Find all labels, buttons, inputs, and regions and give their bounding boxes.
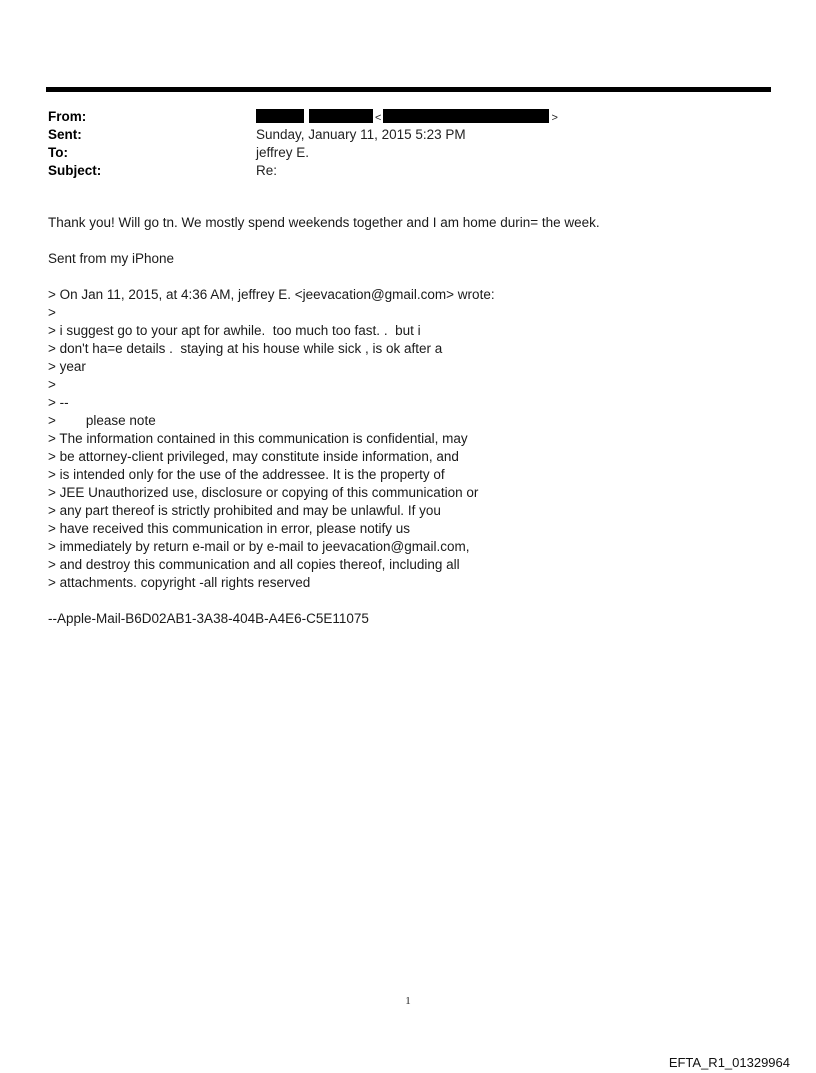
sent-value: Sunday, January 11, 2015 5:23 PM bbox=[256, 127, 466, 142]
from-row bbox=[48, 108, 768, 126]
page-number: 1 bbox=[405, 995, 411, 1007]
quoted-line: > JEE Unauthorized use, disclosure or copying of this communication or bbox=[48, 485, 479, 500]
from-label: From: bbox=[48, 109, 87, 124]
spacer bbox=[48, 232, 768, 250]
quoted-line: > have received this communication in error, please notify us bbox=[48, 521, 411, 536]
redaction-bar bbox=[309, 109, 373, 123]
subject-value: Re: bbox=[256, 163, 278, 178]
quoted-line: > immediately by return e-mail or by e-mail to jeevacation@gmail.com, bbox=[48, 539, 470, 554]
quoted-line: > bbox=[48, 305, 56, 320]
spacer bbox=[48, 592, 768, 610]
mime-boundary: --Apple-Mail-B6D02AB1-3A38-404B-A4E6-C5E11075 bbox=[48, 611, 369, 626]
signature-text: Sent from my iPhone bbox=[48, 251, 175, 266]
from-close-bracket: > bbox=[551, 112, 558, 124]
quoted-line: > attachments. copyright -all rights reserved bbox=[48, 575, 311, 590]
quoted-line: > any part thereof is strictly prohibited and may be unlawful. If you bbox=[48, 503, 441, 518]
quoted-line: > year bbox=[48, 359, 86, 374]
from-open-bracket: < bbox=[375, 112, 382, 124]
header-rule bbox=[46, 87, 771, 92]
quoted-message bbox=[48, 286, 768, 592]
quoted-line: > bbox=[48, 377, 56, 392]
to-row bbox=[48, 144, 768, 162]
quoted-line: > don't ha=e details . staying at his house while sick , is ok after a bbox=[48, 341, 443, 356]
from-value bbox=[256, 108, 560, 127]
sent-row bbox=[48, 126, 768, 144]
subject-label: Subject: bbox=[48, 163, 102, 178]
quoted-line: > be attorney-client privileged, may constitute inside information, and bbox=[48, 449, 459, 464]
reply-text: Thank you! Will go tn. We mostly spend weekends together and I am home durin= the week. bbox=[48, 215, 600, 230]
to-label: To: bbox=[48, 145, 68, 160]
email-body bbox=[48, 214, 768, 628]
quoted-line: > -- bbox=[48, 395, 69, 410]
quoted-line: > i suggest go to your apt for awhile. too much too fast. . but i bbox=[48, 323, 421, 338]
spacer bbox=[48, 268, 768, 286]
email-header bbox=[48, 108, 768, 180]
subject-row bbox=[48, 162, 768, 180]
to-value: jeffrey E. bbox=[256, 145, 310, 160]
quoted-line: > On Jan 11, 2015, at 4:36 AM, jeffrey E. <jeevacation@gmail.com> wrote: bbox=[48, 287, 495, 302]
quoted-line: > is intended only for the use of the addressee. It is the property of bbox=[48, 467, 445, 482]
quoted-line: > The information contained in this communication is confidential, may bbox=[48, 431, 468, 446]
sent-label: Sent: bbox=[48, 127, 82, 142]
document-id: EFTA_R1_01329964 bbox=[668, 1055, 790, 1070]
quoted-line: > please note bbox=[48, 413, 156, 428]
quoted-line: > and destroy this communication and all copies thereof, including all bbox=[48, 557, 460, 572]
redaction-bar bbox=[256, 109, 304, 123]
redaction-bar bbox=[383, 109, 549, 123]
